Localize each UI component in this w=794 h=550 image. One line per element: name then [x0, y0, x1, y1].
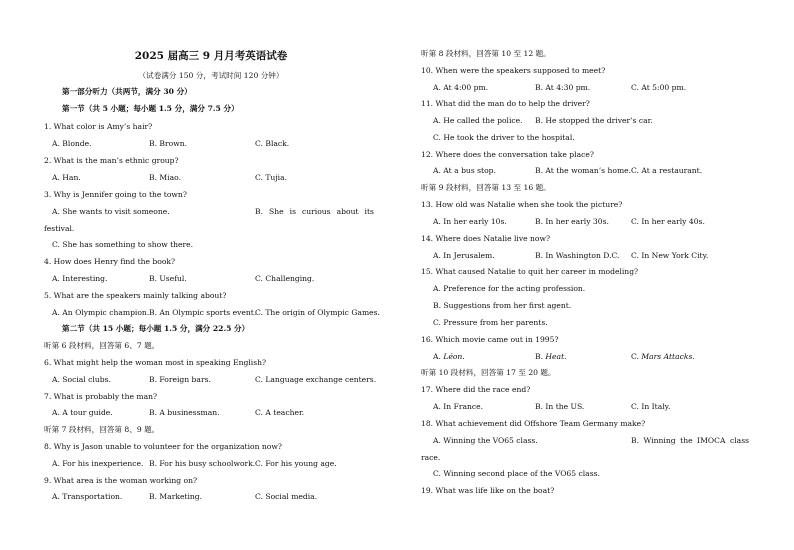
q16c-title: Mars Attacks — [641, 352, 693, 361]
q14-option-a: A. In Jerusalem. — [433, 251, 495, 260]
q16a-prefix: A. — [433, 352, 444, 361]
q4-option-b: B. Useful. — [149, 274, 187, 283]
question-3: 3. Why is Jennifer going to the town? — [44, 190, 187, 199]
question-7: 7. What is probably the man? — [44, 392, 158, 401]
q3b-word: about — [336, 207, 359, 216]
q11-option-c: C. He took the driver to the hospital. — [433, 133, 575, 142]
q5-option-c: C. The origin of Olympic Games. — [255, 308, 380, 317]
question-11: 11. What did the man do to help the driver? — [421, 99, 590, 108]
q12-option-a: A. At a bus stop. — [433, 166, 496, 175]
q9-option-a: A. Transportation. — [52, 492, 123, 501]
q16-option-a — [433, 352, 465, 362]
q11-option-b: B. He stopped the driver’s car. — [535, 116, 653, 125]
q7-option-a: A. A tour guide. — [52, 408, 113, 417]
q7-option-b: B. A businessman. — [149, 408, 220, 417]
q2-option-a: A. Han. — [52, 173, 81, 182]
q18b-word: B. — [631, 436, 639, 445]
q16c-prefix: C. — [631, 352, 642, 361]
q16-option-c — [631, 352, 695, 362]
q8-option-a: A. For his inexperience. — [52, 459, 144, 468]
q8-option-c: C. For his young age. — [255, 459, 337, 468]
q18b-word: the — [680, 436, 693, 445]
question-2: 2. What is the man’s ethnic group? — [44, 156, 179, 165]
q14-option-c: C. In New York City. — [631, 251, 709, 260]
q9-option-b: B. Marketing. — [149, 492, 203, 501]
q9-option-c: C. Social media. — [255, 492, 318, 501]
q3-option-b — [255, 207, 374, 217]
q16b-suffix: . — [564, 352, 567, 361]
q16c-suffix: . — [692, 352, 695, 361]
q11-option-a: A. He called the police. — [433, 116, 523, 125]
q16-option-b — [535, 352, 567, 362]
q3-option-a: A. She wants to visit someone. — [52, 207, 170, 216]
question-14: 14. Where does Natalie live now? — [421, 234, 551, 243]
q3b-word: curious — [302, 207, 331, 216]
q16b-prefix: B. — [535, 352, 546, 361]
q18-option-c: C. Winning second place of the VO65 class. — [433, 469, 600, 478]
q2-option-c: C. Tujia. — [255, 173, 288, 182]
q8-option-b: B. For his busy schoolwork. — [149, 459, 256, 468]
question-15: 15. What caused Natalie to quit her career in modeling? — [421, 267, 639, 276]
q3b-word: She — [269, 207, 284, 216]
question-6: 6. What might help the woman most in speaking English? — [44, 358, 267, 367]
q1-option-c: C. Black. — [255, 139, 290, 148]
question-8: 8. Why is Jason unable to volunteer for the organization now? — [44, 442, 282, 451]
material-10-instruction: 听第 10 段材料，回答第 17 至 20 题。 — [421, 368, 556, 377]
q18-option-a: A. Winning the VO65 class. — [433, 436, 538, 445]
question-10: 10. When were the speakers supposed to meet? — [421, 66, 606, 75]
q3-option-c: C. She has something to show there. — [52, 240, 194, 249]
question-17: 17. Where did the race end? — [421, 385, 531, 394]
q6-option-c: C. Language exchange centers. — [255, 375, 377, 384]
q5-option-a: A. An Olympic champion. — [52, 308, 150, 317]
q13-option-c: C. In her early 40s. — [631, 217, 705, 226]
q4-option-a: A. Interesting. — [52, 274, 108, 283]
q6-option-a: A. Social clubs. — [52, 375, 111, 384]
q2-option-b: B. Miao. — [149, 173, 181, 182]
material-8-instruction: 听第 8 段材料，回答第 10 至 12 题。 — [421, 49, 551, 58]
question-1: 1. What color is Amy’s hair? — [44, 122, 153, 131]
question-13: 13. How old was Natalie when she took the picture? — [421, 200, 623, 209]
question-4: 4. How does Henry find the book? — [44, 257, 176, 266]
q18b-word: Winning — [643, 436, 676, 445]
q17-option-b: B. In the US. — [535, 402, 585, 411]
q6-option-b: B. Foreign bars. — [149, 375, 211, 384]
part1-heading: 第一部分听力（共两节，满分 30 分） — [62, 87, 192, 96]
exam-title: 2025 届高三 9 月月考英语试卷 — [134, 50, 288, 62]
material-7-instruction: 听第 7 段材料，回答第 8、9 题。 — [44, 425, 160, 434]
question-5: 5. What are the speakers mainly talking about? — [44, 291, 227, 300]
q4-option-c: C. Challenging. — [255, 274, 315, 283]
q18-option-b-continued: race. — [421, 453, 441, 462]
question-18: 18. What achievement did Offshore Team Germany make? — [421, 419, 646, 428]
q10-option-a: A. At 4:00 pm. — [433, 83, 489, 92]
question-19: 19. What was life like on the boat? — [421, 486, 555, 495]
q13-option-b: B. In her early 30s. — [535, 217, 609, 226]
question-9: 9. What area is the woman working on? — [44, 476, 198, 485]
q18b-word: class — [729, 436, 749, 445]
exam-subtitle: （试卷满分 150 分，考试时间 120 分钟） — [138, 71, 284, 80]
q17-option-a: A. In France. — [433, 402, 484, 411]
q10-option-b: B. At 4:30 pm. — [535, 83, 591, 92]
q17-option-c: C. In Italy. — [631, 402, 671, 411]
q15-option-c: C. Pressure from her parents. — [433, 318, 548, 327]
material-9-instruction: 听第 9 段材料，回答第 13 至 16 题。 — [421, 183, 551, 192]
q14-option-b: B. In Washington D.C. — [535, 251, 620, 260]
q5-option-b: B. An Olympic sports event. — [149, 308, 257, 317]
q3b-word: its — [364, 207, 374, 216]
q18b-word: IMOCA — [697, 436, 726, 445]
q16a-title: Léon — [443, 352, 463, 361]
q1-option-a: A. Blonde. — [52, 139, 92, 148]
q7-option-c: C. A teacher. — [255, 408, 305, 417]
q1-option-b: B. Brown. — [149, 139, 187, 148]
q16a-suffix: . — [462, 352, 465, 361]
question-12: 12. Where does the conversation take place? — [421, 150, 594, 159]
q10-option-c: C. At 5:00 pm. — [631, 83, 687, 92]
q18-option-b — [631, 436, 749, 446]
q13-option-a: A. In her early 10s. — [433, 217, 507, 226]
q3b-word: is — [289, 207, 296, 216]
section1-heading: 第一节（共 5 小题；每小题 1.5 分，满分 7.5 分） — [62, 104, 239, 113]
section2-heading: 第二节（共 15 小题；每小题 1.5 分，满分 22.5 分） — [62, 324, 250, 333]
q3-option-b-continued: festival. — [44, 224, 75, 233]
q16b-title: Heat — [545, 352, 565, 361]
q12-option-b: B. At the woman’s home. — [535, 166, 632, 175]
q3b-word: B. — [255, 207, 263, 216]
q12-option-c: C. At a restaurant. — [631, 166, 703, 175]
q15-option-b: B. Suggestions from her first agent. — [433, 301, 572, 310]
material-6-instruction: 听第 6 段材料，回答第 6、7 题。 — [44, 341, 160, 350]
question-16: 16. Which movie came out in 1995? — [421, 335, 559, 344]
q15-option-a: A. Preference for the acting profession. — [433, 284, 586, 293]
